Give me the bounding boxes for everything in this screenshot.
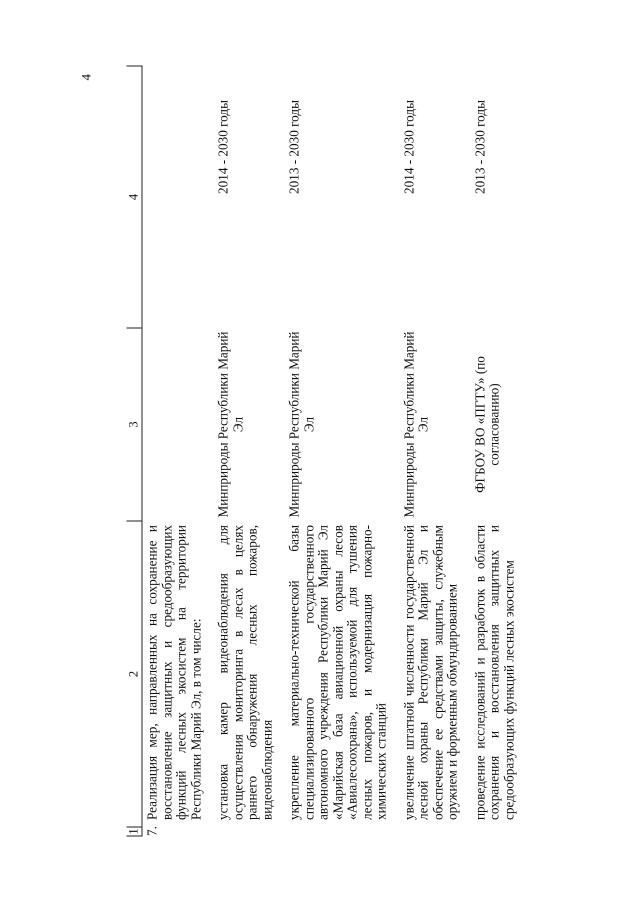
table-row: [284, 66, 399, 836]
row-period: 2013 - 2030 годы: [471, 99, 487, 194]
header-col-3: 3: [126, 328, 142, 521]
header-col-2: 2: [126, 521, 142, 827]
row-responsible: [142, 328, 214, 521]
page-number: 4: [78, 73, 93, 80]
row-number: 7.: [144, 825, 159, 836]
row-period: 2013 - 2030 годы: [286, 99, 302, 194]
measures-table: [126, 65, 526, 836]
row-description: укрепление материально-технической базы специализированного государственного автономного учреждения Республики Марий Эл «Марийская база авиационной охраны лесов «Авиалесоохрана», используемой для тушения лесных пожаров, и модернизация пожарно-химических станций: [286, 524, 389, 820]
row-period: [142, 66, 214, 328]
row-responsible: Минприроды Республики Марий Эл: [400, 331, 431, 517]
table-row: [142, 66, 214, 836]
row-description: проведение исследований и разработок в области сохранения и восстановления защитных и средообразующих функций лесных экосистем: [471, 524, 516, 820]
row-responsible: ФГБОУ ВО «ПГТУ» (по согласованию): [471, 355, 502, 493]
row-period: 2014 - 2030 годы: [400, 99, 416, 194]
row-description: установка камер видеонаблюдения для осуществления мониторинга в лесах в целях раннего обнаружения лесных пожаров, видеонаблюдения: [215, 524, 274, 820]
row-period: 2014 - 2030 годы: [215, 99, 231, 194]
row-responsible: Минприроды Республики Марий Эл: [215, 331, 245, 517]
row-number: [399, 827, 470, 836]
row-number: [470, 827, 527, 836]
table-row: [213, 66, 284, 836]
row-description: Реализация мер, направленных на сохранение и восстановление защитных и средообразующих функций лесных экосистем на территории Республики Марий Эл, в том числе:: [144, 524, 203, 820]
row-number: [284, 827, 399, 836]
table-row: [399, 66, 470, 836]
table-header: [126, 66, 142, 836]
header-col-4: 4: [126, 66, 142, 328]
table-row: [470, 66, 527, 836]
row-number: [213, 827, 284, 836]
row-responsible: Минприроды Республики Марий Эл: [286, 331, 316, 517]
header-col-1: 1: [125, 827, 140, 835]
row-description: увеличение штатной численности государственной лесной охраны Республики Марий Эл и обеспечение ее средствами защиты, служебным оружием и форменным обмундированием: [400, 524, 460, 820]
